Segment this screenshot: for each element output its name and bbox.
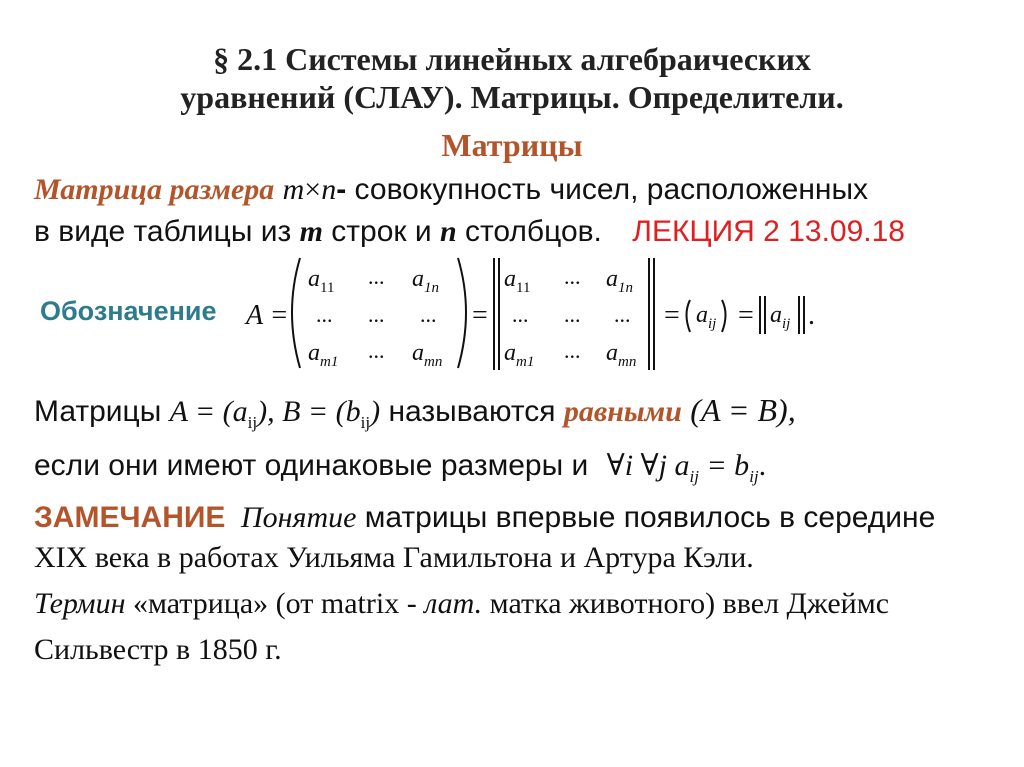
aij-right-paren (722, 300, 726, 332)
remark-line-4: Сильвестр в 1850 г. (34, 633, 282, 666)
remark-text-1: матрицы впервые появилось в середине (356, 501, 936, 534)
aij-norm: $a_{ij}$ (770, 302, 791, 332)
a-equals-b: (A = B), (690, 392, 796, 428)
size-m: m (282, 173, 305, 206)
equality-formula: $A = (a_{ij})$, $B = (b_{ij})$ (169, 395, 381, 432)
notation-label: Обозначение (40, 296, 217, 326)
equality-line (34, 392, 796, 441)
remark-italic-3b: лат. (424, 587, 483, 620)
title-line-2: уравнений (СЛАУ). Матрицы. Определители. (180, 79, 844, 115)
p-am1: $a_{m1}$ (308, 340, 339, 370)
b-a1n: $a_{1n}$ (606, 266, 633, 296)
lecture-label: ЛЕКЦИЯ 2 13.09.18 (632, 215, 905, 248)
condition-formula: ∀i ∀j $a_{ij} = b_{ij}$. (606, 449, 767, 486)
matrix-svg (0, 250, 1024, 380)
p-amn: $a_{mn}$ (412, 340, 443, 370)
b-dots-r2c2: ... (564, 302, 581, 327)
condition-text: если они имеют одинаковые размеры и (34, 449, 597, 482)
p-dots-r2c2: ... (368, 302, 385, 327)
b-dots-r2c1: ... (512, 302, 529, 327)
definition-text-1: совокупность чисел, расположенных (346, 173, 869, 206)
remark-line-1 (34, 500, 935, 536)
p-dots-r3: ... (368, 338, 385, 363)
equal-term: равными (563, 395, 682, 428)
remark-line-2: XIX века в работах Уильяма Гамильтона и Артура Кэли. (34, 541, 754, 574)
formula-period: . (808, 300, 815, 331)
condition-line (34, 448, 766, 495)
size-n: n (321, 173, 337, 206)
matrix-A-equals: A = (246, 300, 289, 331)
cols-n: n (439, 215, 457, 248)
equals-2: = (664, 300, 680, 331)
p-a11: $a_{11}$ (308, 266, 335, 296)
b-dots-r1: ... (564, 264, 581, 289)
definition-text-2a: в виде таблицы из (34, 215, 300, 248)
remark-label: ЗАМЕЧАНИЕ (34, 501, 226, 534)
equals-1: = (472, 300, 488, 331)
definition-line-1 (34, 172, 868, 208)
right-paren (458, 258, 466, 368)
title-line-1: § 2.1 Системы линейных алгебраических (213, 41, 811, 77)
definition-text-2c: столбцов. (456, 215, 602, 248)
b-a11: $a_{11}$ (504, 266, 531, 296)
definition-dash: - (336, 173, 347, 206)
remark-italic-3: Термин (34, 587, 126, 620)
definition-line-2 (34, 214, 905, 250)
slide-title (0, 40, 1024, 116)
b-dots-r2c3: ... (614, 302, 631, 327)
definition-term: Матрица размера (34, 173, 275, 206)
equality-text-2: называются (380, 395, 564, 428)
remark-text-3a: «матрица» (от matrix - (125, 587, 425, 620)
remark-italic-1: Понятие (240, 501, 357, 534)
b-am1: $a_{m1}$ (504, 340, 535, 370)
remark-text-3b: матка животного) ввел Джеймс (482, 587, 890, 620)
aij-paren: $a_{ij}$ (696, 302, 717, 332)
p-dots-r2c3: ... (420, 302, 437, 327)
p-dots-r2c1: ... (316, 302, 333, 327)
p-a1n: $a_{1n}$ (412, 266, 439, 296)
section-subtitle: Матрицы (441, 127, 583, 163)
aij-left-paren (687, 300, 691, 332)
times-symbol: × (304, 173, 322, 206)
rows-m: m (299, 215, 323, 248)
definition-text-2b: строк и (322, 215, 440, 248)
b-dots-r3: ... (564, 338, 581, 363)
left-paren (292, 258, 300, 368)
p-dots-r1: ... (368, 264, 385, 289)
b-amn: $a_{mn}$ (606, 340, 637, 370)
equals-3: = (738, 300, 754, 331)
equality-text-1: Матрицы (34, 395, 170, 428)
notation-formula (0, 250, 1024, 380)
remark-line-3 (34, 586, 889, 622)
